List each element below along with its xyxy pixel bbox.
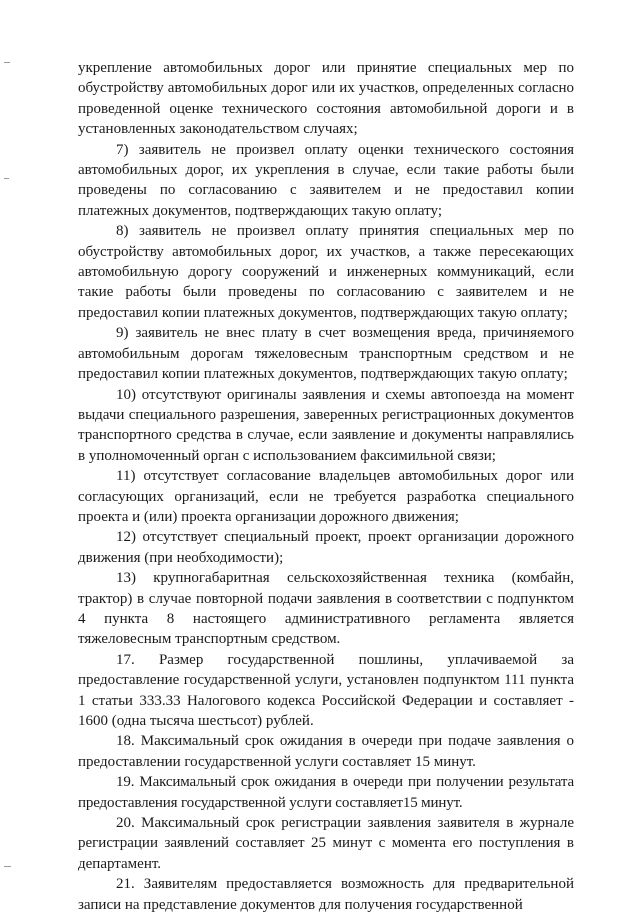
scan-artifact-mid-left (4, 178, 9, 179)
paragraph-item-10: 10) отсутствуют оригиналы заявления и схемы автопоезда на момент выдачи специального разрешения, заверенных регистрационных документов транспортного средства в случае, если заявление и документы направлялись в уполномоченный орган с использованием факсимильной связи; (78, 386, 574, 464)
paragraph-section-19: 19. Максимальный срок ожидания в очереди при получении результата предоставления государственной услуги составляет15 минут. (78, 774, 574, 811)
paragraph-item-7: 7) заявитель не произвел оплату оценки технического состояния автомобильных дорог, их укрепления в случае, если такие работы были проведены по согласованию с заявителем и не предоставил копии платежных документов, подтверждающих такую оплату; (78, 141, 574, 219)
paragraph-continuation: укрепление автомобильных дорог или принятие специальных мер по обустройству автомобильных дорог или их участков, определенных согласно проведенной оценке технического состояния автомобильной дороги и в установленных законодательством случаях; (78, 60, 574, 138)
document-page (78, 58, 574, 915)
paragraph-section-18: 18. Максимальный срок ожидания в очереди при подаче заявления о предоставлении государственной услуги составляет 15 минут. (78, 733, 574, 770)
scan-artifact-top-left (4, 62, 10, 63)
paragraph-item-12: 12) отсутствует специальный проект, проект организации дорожного движения (при необходимости); (78, 529, 574, 566)
paragraph-item-9: 9) заявитель не внес плату в счет возмещения вреда, причиняемого автомобильным дорогам тяжеловесным транспортным средством и не предоставил копии платежных документов, подтверждающих такую оплату; (78, 325, 574, 383)
scan-artifact-bottom-left (4, 866, 11, 867)
paragraph-item-8: 8) заявитель не произвел оплату принятия специальных мер по обустройству автомобильных дорог, их участков, а также пересекающих автомобильную дорогу сооружений и инженерных коммуникаций, если такие работы были проведены по согласованию с заявителем и не предоставил копии платежных документов, подтверждающих такую оплату; (78, 223, 574, 321)
paragraph-section-17: 17. Размер государственной пошлины, уплачиваемой за предоставление государственной услуги, установлен подпунктом 111 пункта 1 статьи 333.33 Налогового кодекса Российской Федерации и составляет - 1600 (одна тысяча шестьсот) рублей. (78, 651, 574, 729)
paragraph-item-11: 11) отсутствует согласование владельцев автомобильных дорог или согласующих организаций, если не требуется разработка специального проекта и (или) проекта организации дорожного движения; (78, 468, 574, 525)
paragraph-item-13: 13) крупногабаритная сельскохозяйственная техника (комбайн, трактор) в случае повторной подачи заявления в соответствии с подпунктом 4 пункта 8 настоящего административного регламента является тяжеловесным транспортным средством. (78, 570, 574, 648)
paragraph-section-20: 20. Максимальный срок регистрации заявления заявителя в журнале регистрации заявлений составляет 25 минут с момента его поступления в департамент. (78, 815, 574, 872)
paragraph-section-21: 21. Заявителям предоставляется возможность для предварительной записи на представление документов для получения государственной (78, 876, 574, 913)
